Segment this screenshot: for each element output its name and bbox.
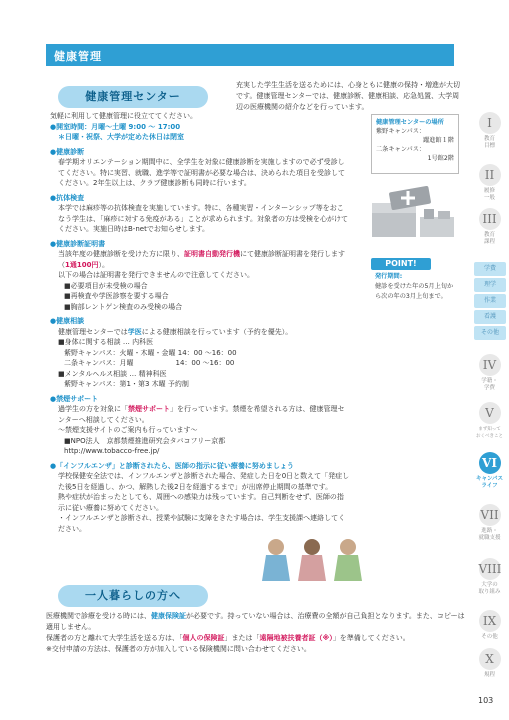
point-body: 健診を受けた年の5月上旬から次の年の3月上旬まで。 [375, 283, 454, 300]
location-box [371, 114, 459, 174]
subtab-sagyo[interactable]: 作業 [474, 294, 506, 308]
chapter-tab-4[interactable]: IV 学籍・ 学費 [470, 354, 509, 392]
smoking-org: ■NPO法人 京都禁煙推進研究会タバコフリー京都 [64, 436, 226, 445]
lead-text: 気軽に利用して健康管理に役立ててください。 [50, 112, 197, 120]
people-illustration [248, 535, 378, 583]
chapter-tab-1[interactable]: I 教育 目標 [470, 112, 509, 150]
consult-item: 二条キャンパス：月曜 14：00 ～16：00 [64, 359, 235, 367]
alone-para2: 保護者の方と離れて大学生活を送る方は、「個人の保険証」または「遠隔地被扶養者証（※）」を準備してください。 [46, 634, 410, 642]
closed-note: ＊日曜・祝祭、大学が定めた休日は閉室 [58, 133, 184, 141]
subtab-other[interactable]: その他 [474, 326, 506, 340]
alone-para1: 医療機関で診療を受ける時には、健康保険証が必要です。持っていない場合は、治療費の全額が自己負担となります。また、コピーは適用しません。 [46, 612, 465, 631]
living-alone-heading: 一人暮らしの方へ [58, 585, 208, 607]
campus2-place: 1号館2階 [427, 155, 454, 162]
chapter-tab-7[interactable]: VII 進路・ 就職支援 [470, 504, 509, 542]
section-title-bar: 健康管理 [46, 44, 454, 66]
chapter-tab-2[interactable]: II 履修 一般 [470, 164, 509, 202]
chapter-sidebar [470, 96, 509, 686]
living-alone-text [46, 611, 466, 655]
main-content [50, 111, 350, 534]
page-number: 103 [478, 696, 494, 705]
point-badge: POINT! [371, 258, 431, 270]
campus1-label: 紫野キャンパス： [376, 128, 426, 135]
certificate-body: 当該年度の健康診断を受けた方に限り、証明書自動発行機にて健康診断証明書を発行します（1通100円）。 [58, 250, 345, 269]
chapter-tab-6-active[interactable]: VI キャンパス ライフ [470, 452, 509, 490]
consult-item: ■身体に関する相談 … 内科医 [58, 338, 154, 346]
opening-hours: ●開室時間：月曜～土曜 9:00 ～ 17:00 [50, 122, 181, 131]
location-title: 健康管理センターの場所 [376, 119, 444, 126]
consult-item: 紫野キャンパス：火曜・木曜・金曜 14：00 ～16：00 [64, 348, 237, 357]
influenza-body: ・インフルエンザと診断され、授業や試験に支障をきたす場合は、学生支援課へ連絡してください。 [58, 514, 346, 533]
smoking-body: 過学生の方を対象に「禁煙サポート」を行っています。禁煙を希望される方は、健康管理センターへ相談してください。 [58, 405, 345, 424]
certificate-item: ■再検査や学医診察を要する場合 [64, 292, 169, 300]
consult-item: 紫野キャンパス：第1・第3 木曜 予約制 [64, 380, 189, 388]
influenza-body: 熱や症状が治まったとしても、周囲への感染力は残っています。自己判断をせず、医師の指示に従い療養に努めてください。 [58, 493, 344, 512]
antibody-body: 本学では麻疹等の抗体検査を実施しています。特に、各種実習・インターンシップ等をおこなう学生は、「麻疹に対する免疫がある」ことが求められます。対象者の方は受検を心がけてください。実施日時はB-netでお知らせします。 [58, 204, 348, 233]
first-aid-kit-illustration [368, 183, 458, 245]
influenza-title: ●「インフルエンザ」と診断されたら、医師の指示に従い療養に努めましょう [50, 461, 294, 470]
chapter-tab-3[interactable]: III 教育 課程 [470, 208, 509, 246]
chapter-tab-10[interactable]: X 規程 [470, 648, 509, 679]
campus2-label: 二条キャンパス： [376, 146, 426, 153]
smoking-url: http://www.tobacco-free.jp/ [64, 447, 160, 455]
checkup-title: ●健康診断 [50, 147, 85, 156]
antibody-title: ●抗体検査 [50, 193, 85, 202]
subtab-kango[interactable]: 看護 [474, 310, 506, 324]
health-center-heading: 健康管理センター [58, 86, 208, 108]
consult-body: 健康管理センターでは学医による健康相談を行っています（予約を優先）。 [58, 327, 293, 336]
certificate-item: ■必要項目が未受検の場合 [64, 281, 148, 290]
intro-text: 充実した学生生活を送るためには、心身ともに健康の保持・増進が大切です。健康管理センターでは、健康診断、健康相談、応急処置、大学周辺の医療機関の紹介などを行っています。 [236, 81, 460, 111]
influenza-body: 学校保健安全法では、インフルエンザと診断された場合、発症した日を0日と数えて「発症した後5日を経過し、かつ、解熱した後2日を経過するまで」が出席停止期間の基準です。 [58, 472, 350, 491]
campus1-place: 躍進館１階 [423, 137, 454, 144]
certificate-item: ■胸部レントゲン検査のみ受検の場合 [64, 302, 183, 311]
point-title: 発行期間: [375, 273, 403, 280]
certificate-title: ●健康診断証明書 [50, 239, 106, 248]
subtab-rigaku[interactable]: 理学 [474, 278, 506, 292]
consult-title: ●健康相談 [50, 317, 85, 325]
subtab-gakuhi[interactable]: 学費 [474, 262, 506, 276]
chapter-tab-8[interactable]: VIII 大学の 取り組み [470, 558, 509, 596]
certificate-note: 以下の場合は証明書を発行できませんので注意してください。 [58, 271, 254, 279]
checkup-body: 春学期オリエンテーション期間中に、全学生を対象に健康診断を実施しますので必ず受診してください。特に実習、就職、進学等で証明書が必要な場合は、決められた項目を受診してください。2年生以上は、クラブ健康診断も同時に行います。 [58, 158, 345, 187]
chapter-tab-5[interactable]: V まず知って おくべきこと [470, 402, 509, 440]
consult-item: ■メンタルヘルス相談 … 精神科医 [58, 369, 167, 378]
chapter-tab-9[interactable]: IX その他 [470, 610, 509, 641]
smoking-title: ●禁煙サポート [50, 394, 99, 403]
smoking-site-title: ～禁煙支援サイトのご案内も行っています～ [58, 426, 198, 434]
point-box [371, 270, 459, 325]
alone-para3: ※交付申請の方法は、保護者の方が加入している保険機関に問い合わせてください。 [46, 645, 311, 653]
